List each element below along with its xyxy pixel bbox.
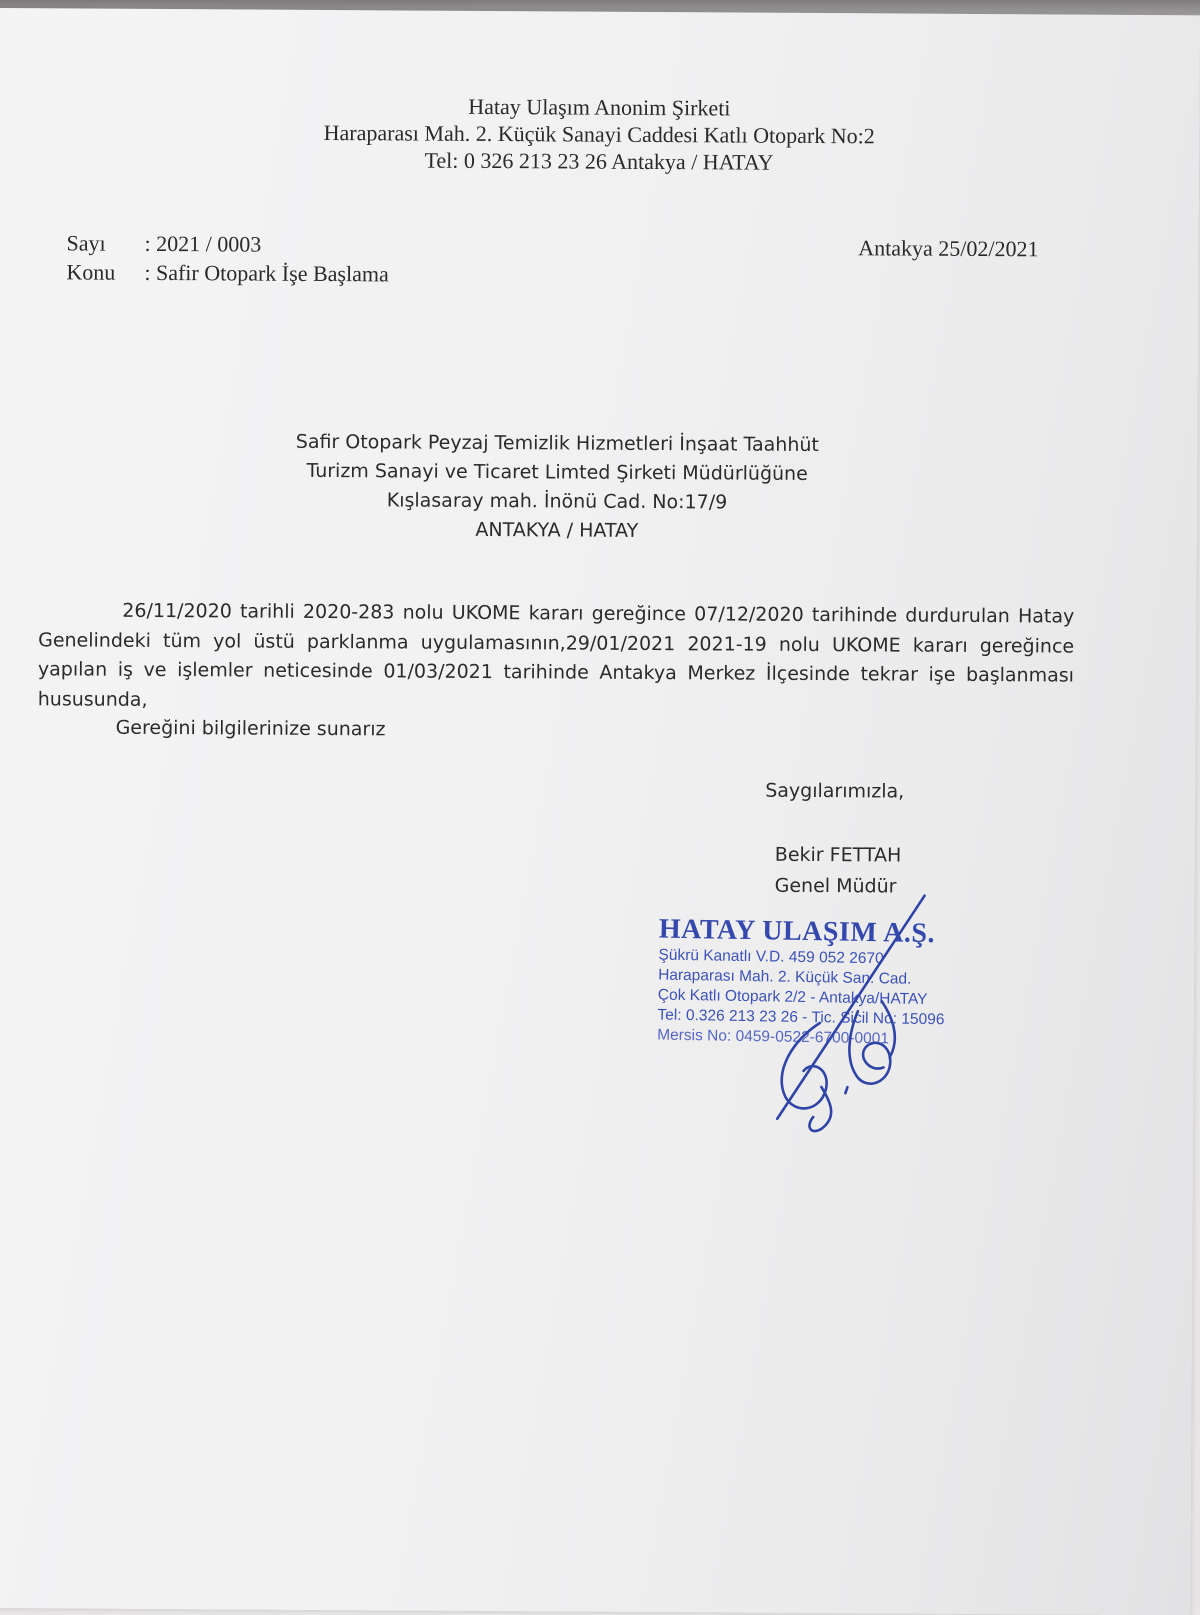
stamp-location-line: Çok Katlı Otopark 2/2 - Antakya/HATAY bbox=[657, 986, 928, 1009]
recipient-address bbox=[0, 426, 1117, 549]
closing-line: Gereğini bilgilerinize sunarız bbox=[115, 716, 386, 741]
stamp-address-line: Haraparası Mah. 2. Küçük San. Cad. bbox=[658, 966, 912, 988]
letterhead bbox=[0, 90, 1199, 178]
number-value: : 2021 / 0003 bbox=[144, 230, 262, 257]
body-paragraph: 26/11/2020 tarihli 2020-283 nolu UKOME kararı gereğince 07/12/2020 tarihinde durdurulan Hatay Genelindeki tüm yol üstü parklanma uygulamasının,29/01/2021 2021-19 nolu UKOME kararı gereğince yapılan iş ve işlemler neticesinde 01/03/2021 tarihinde Antakya Merkez İlçesinde tekrar işe başlanması hususunda, bbox=[37, 599, 1075, 711]
signature-stroke bbox=[782, 1023, 827, 1109]
stamp-title: HATAY ULAŞIM A.Ş. bbox=[658, 913, 936, 950]
number-row bbox=[66, 230, 389, 261]
stamp-phone-line: Tel: 0.326 213 23 26 - Tic. Sicil No: 15096 bbox=[657, 1006, 945, 1029]
company-name: Hatay Ulaşım Anonim Şirketi bbox=[468, 93, 731, 121]
company-address: Haraparası Mah. 2. Küçük Sanayi Caddesi Katlı Otopark No:2 bbox=[323, 119, 875, 149]
subject-label: Konu bbox=[66, 259, 116, 285]
letter-date: Antakya 25/02/2021 bbox=[858, 235, 1039, 262]
recipient-line: ANTAKYA / HATAY bbox=[475, 518, 639, 542]
handwritten-signature bbox=[761, 891, 943, 1142]
subject-value: : Safir Otopark İşe Başlama bbox=[144, 259, 389, 287]
signer-name: Bekir FETTAH bbox=[774, 843, 902, 867]
stamp-mersis-line: Mersis No: 0459-0522-6700-0001 bbox=[657, 1026, 890, 1048]
number-label: Sayı bbox=[66, 230, 106, 256]
signature-stroke bbox=[845, 1087, 847, 1093]
subject-row bbox=[66, 259, 389, 290]
signer-title: Genel Müdür bbox=[774, 874, 897, 898]
regards-text: Saygılarımızla, bbox=[765, 779, 905, 803]
reference-block bbox=[66, 230, 389, 290]
signature-stroke bbox=[849, 1011, 890, 1084]
signature-stroke bbox=[809, 1087, 831, 1131]
recipient-line: Turizm Sanayi ve Ticaret Limted Şirketi Müdürlüğüne bbox=[306, 459, 808, 485]
signature-stroke bbox=[777, 895, 924, 1120]
recipient-line: Kışlasaray mah. İnönü Cad. No:17/9 bbox=[386, 489, 728, 514]
letter-page bbox=[0, 8, 1200, 1615]
company-phone: Tel: 0 326 213 23 26 Antakya / HATAY bbox=[424, 147, 774, 175]
stamp-tax-line: Şükrü Kanatlı V.D. 459 052 2670 bbox=[658, 946, 884, 968]
recipient-line: Safir Otopark Peyzaj Temizlik Hizmetleri İnşaat Taahhüt bbox=[295, 430, 819, 457]
